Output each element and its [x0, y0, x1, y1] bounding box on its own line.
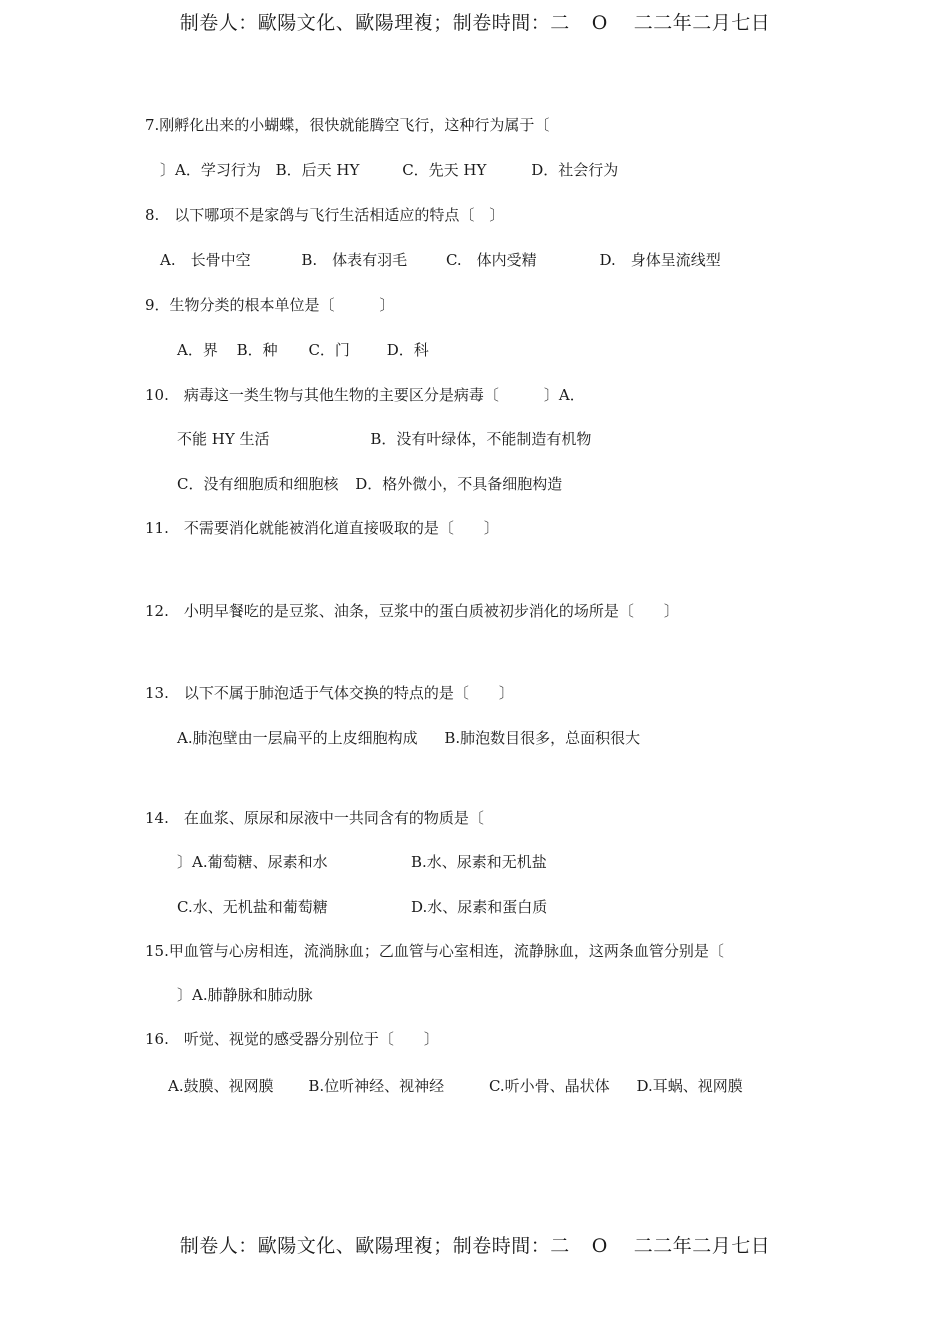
q16-option-c: C.听小骨、晶状体 [488, 1077, 610, 1095]
header-circle: O [591, 12, 608, 34]
q8-option-a: A. 长骨中空 [160, 251, 251, 269]
question-10-options-row1 [177, 429, 591, 449]
page-header [0, 8, 950, 35]
q7-option-a: 〕A．学习行为 [160, 161, 261, 179]
question-7-stem: 7.刚孵化出来的小蝴蝶，很快就能腾空飞行，这种行为属于〔 [145, 116, 550, 134]
question-9-options [177, 340, 429, 360]
footer-circle: O [591, 1235, 608, 1257]
q10-option-d: D．格外微小，不具备细胞构造 [355, 475, 563, 493]
page-footer [0, 1231, 950, 1258]
question-13-stem: 13. 以下不属于肺泡适于气体交换的特点的是〔 〕 [145, 684, 514, 702]
question-14-stem: 14. 在血浆、原尿和尿液中一共同含有的物质是〔 [145, 809, 484, 827]
q7-option-c: C．先天 HY [402, 161, 487, 179]
question-14-options-row1 [177, 852, 547, 872]
q9-option-c: C．门 [308, 341, 350, 359]
q14-option-d: D.水、尿素和蛋白质 [411, 898, 548, 916]
q13-option-b: B.肺泡数目很多，总面积很大 [444, 729, 641, 747]
q16-option-b: B.位听神经、视神经 [308, 1077, 445, 1095]
q15-option-a: 〕A.肺静脉和肺动脉 [177, 986, 313, 1004]
q13-option-a: A.肺泡壁由一层扁平的上皮细胞构成 [177, 729, 418, 747]
header-author: 制卷人：歐陽文化、歐陽理複；制卷時間：二 [179, 12, 570, 34]
q14-option-b: B.水、尿素和无机盐 [411, 853, 547, 871]
q9-option-d: D．科 [386, 341, 429, 359]
q9-option-b: B．种 [236, 341, 278, 359]
q8-option-d: D. 身体呈流线型 [599, 251, 721, 269]
question-14-options-row2 [177, 897, 547, 917]
question-11-stem: 11. 不需要消化就能被消化道直接吸取的是〔 〕 [145, 519, 499, 537]
question-15-options [177, 985, 313, 1005]
q14-option-c: C.水、无机盐和葡萄糖 [177, 898, 328, 916]
question-9-stem: 9．生物分类的根本单位是〔 〕 [145, 296, 395, 314]
q7-option-b: B．后天 HY [275, 161, 360, 179]
footer-author: 制卷人：歐陽文化、歐陽理複；制卷時間：二 [179, 1235, 570, 1257]
question-13-options [177, 728, 640, 748]
q10-option-c: C．没有细胞质和细胞核 [177, 475, 339, 493]
q10-option-b: B．没有叶绿体，不能制造有机物 [370, 430, 592, 448]
question-10-options-row2 [177, 474, 562, 494]
q9-option-a: A．界 [177, 341, 218, 359]
question-10-stem: 10. 病毒这一类生物与其他生物的主要区分是病毒〔 〕A． [145, 386, 585, 404]
question-8-options [160, 250, 721, 270]
q8-option-b: B. 体表有羽毛 [301, 251, 408, 269]
question-16-stem: 16. 听觉、视觉的感受器分别位于〔 〕 [145, 1030, 439, 1048]
q16-option-a: A.鼓膜、视网膜 [168, 1077, 274, 1095]
q10-option-a-cont: 不能 HY 生活 [177, 430, 270, 448]
q7-option-d: D．社会行为 [531, 161, 619, 179]
q14-option-a: 〕A.葡萄糖、尿素和水 [177, 853, 328, 871]
question-8-stem: 8. 以下哪项不是家鸽与飞行生活相适应的特点〔 〕 [145, 206, 505, 224]
question-12-stem: 12. 小明早餐吃的是豆浆、油条，豆浆中的蛋白质被初步消化的场所是〔 〕 [145, 602, 679, 620]
q16-option-d: D.耳蜗、视网膜 [636, 1077, 743, 1095]
header-date: 二二年二月七日 [633, 12, 771, 34]
question-16-options [168, 1076, 743, 1096]
question-7-options [160, 160, 618, 180]
question-15-stem: 15.甲血管与心房相连，流淌脉血；乙血管与心室相连，流静脉血，这两条血管分别是〔 [145, 942, 724, 960]
footer-date: 二二年二月七日 [633, 1235, 771, 1257]
q8-option-c: C. 体内受精 [445, 251, 537, 269]
